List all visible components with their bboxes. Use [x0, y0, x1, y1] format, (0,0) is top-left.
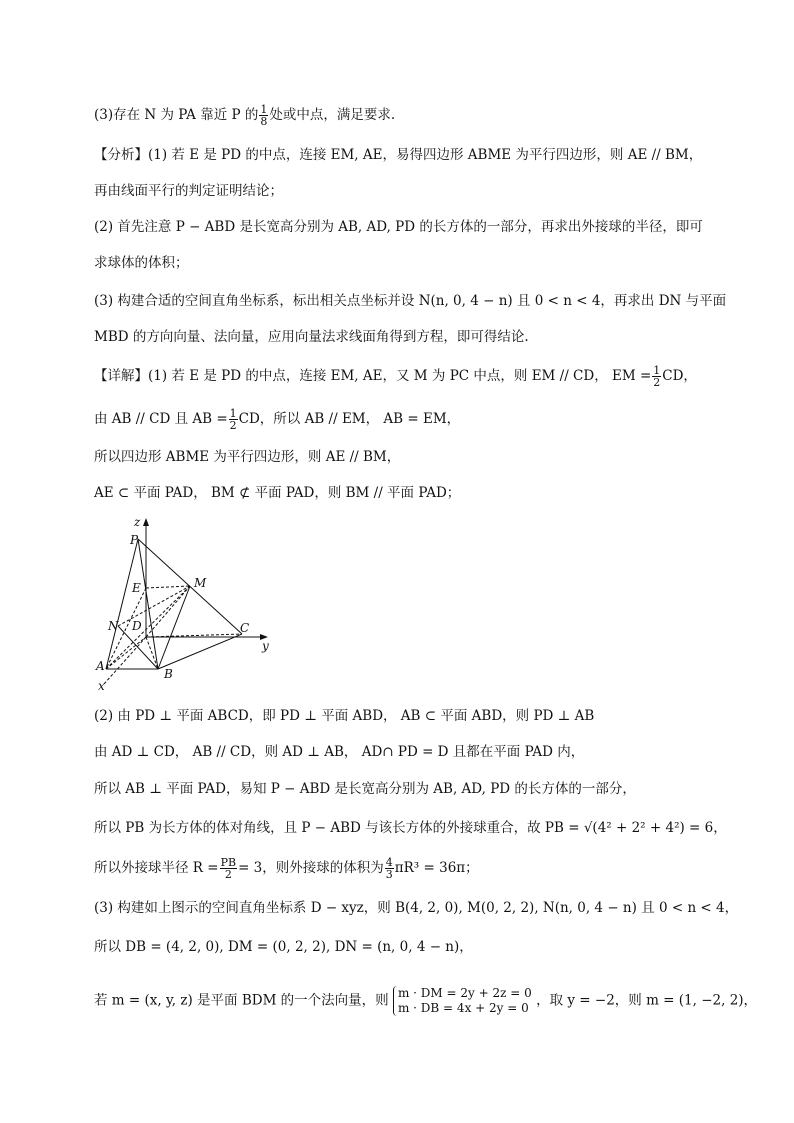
- label-P: P: [130, 533, 139, 547]
- detail-line-3: 所以四边形 ABME 为平行四边形，则 AE // BM，: [94, 449, 401, 465]
- analysis-line-2: 再由线面平行的判定证明结论；: [94, 183, 283, 199]
- detail-line-2: 由 AB // CD 且 AB = $\frac{1}{2}$ CD，所以 AB // EM， AB = EM，: [94, 407, 461, 432]
- detail-line-12: 若 m = (x, y, z) 是平面 BDM 的一个法向量，则 m · DM = 2y + 2z = 0 m · DB = 4x + 2y = 0 ，取 y = −2，则 m = (1, −2, 2)，: [94, 986, 758, 1015]
- label-y: y: [262, 639, 269, 653]
- analysis-line-6: MBD 的方向向量、法向量，应用向量法求线面角得到方程，即可得结论.: [94, 329, 529, 345]
- detail-line-6: 由 AD ⊥ CD， AB // CD，则 AD ⊥ AB， AD∩ PD = D 且都在平面 PAD 内，: [94, 744, 585, 760]
- analysis-line-3: (2) 首先注意 P − ABD 是长宽高分别为 AB, AD, PD 的长方体的一部分，再求出外接球的半径，即可: [94, 219, 703, 235]
- detail-line-11: 所以 DB = (4, 2, 0), DM = (0, 2, 2), DN = (n, 0, 4 − n)，: [94, 939, 473, 955]
- detail-line-4: AE ⊂ 平面 PAD， BM ⊄ 平面 PAD，则 BM // 平面 PAD；: [94, 485, 461, 501]
- geometry-figure: [92, 514, 282, 694]
- label-z: z: [134, 515, 141, 529]
- analysis-line-5: (3) 构建合适的空间直角坐标系，标出相关点坐标并设 N(n, 0, 4 − n) 且 0 < n < 4，再求出 DN 与平面: [94, 293, 727, 309]
- fraction: $\frac{1}{2}$: [229, 407, 237, 432]
- detail-line-9: 所以外接球半径 R = $\frac{PB}{2}$ = 3，则外接球的体积为 $\frac{4}{3}$ πR³ = 36π；: [94, 856, 479, 881]
- line-1: (3)存在 N 为 PA 靠近 P 的 $\frac{1}{8}$ 处或中点，满足要求.: [94, 103, 396, 128]
- label-C: C: [240, 621, 250, 635]
- fraction: $\frac{PB}{2}$: [220, 856, 237, 881]
- label-E: E: [132, 581, 141, 595]
- analysis-line-4: 求球体的体积；: [94, 255, 189, 271]
- label-x: x: [98, 679, 105, 693]
- detail-line-8: 所以 PB 为长方体的体对角线，且 P − ABD 与该长方体的外接球重合，故 PB = √(4² + 2² + 4²) = 6，: [94, 820, 727, 836]
- label-N: N: [108, 619, 119, 633]
- label-B: B: [164, 667, 173, 681]
- fraction: $\frac{1}{8}$: [260, 103, 268, 128]
- fraction: $\frac{4}{3}$: [385, 856, 393, 881]
- analysis-line-1: 【分析】(1) 若 E 是 PD 的中点，连接 EM, AE，易得四边形 ABME 为平行四边形，则 AE // BM，: [94, 147, 703, 163]
- fraction: $\frac{1}{2}$: [653, 364, 661, 389]
- label-D: D: [132, 619, 142, 633]
- label-M: M: [194, 576, 207, 590]
- z-arrow-icon: [143, 518, 149, 526]
- detail-line-7: 所以 AB ⊥ 平面 PAD，易知 P − ABD 是长宽高分别为 AB, AD, PD 的长方体的一部分，: [94, 781, 636, 797]
- detail-line-10: (3) 构建如上图示的空间直角坐标系 D − xyz，则 B(4, 2, 0), M(0, 2, 2), N(n, 0, 4 − n) 且 0 < n < 4，: [94, 900, 739, 916]
- equation-system: m · DM = 2y + 2z = 0 m · DB = 4x + 2y = 0: [393, 986, 532, 1016]
- label-A: A: [96, 659, 105, 673]
- detail-line-1: 【详解】(1) 若 E 是 PD 的中点，连接 EM, AE，又 M 为 PC 中点，则 EM // CD， EM = $\frac{1}{2}$ CD，: [94, 364, 697, 389]
- detail-line-5: (2) 由 PD ⊥ 平面 ABCD，即 PD ⊥ 平面 ABD， AB ⊂ 平面 ABD，则 PD ⊥ AB: [94, 708, 595, 724]
